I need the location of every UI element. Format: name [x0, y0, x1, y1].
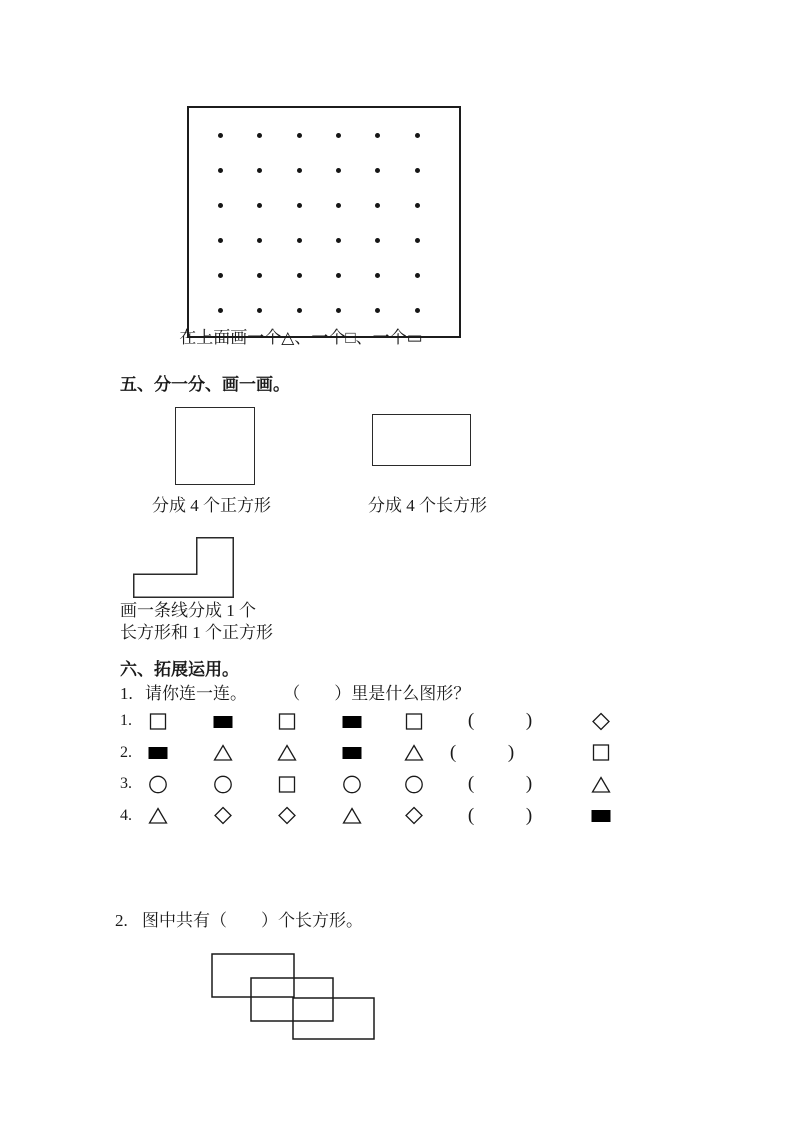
triangle-icon: [277, 743, 297, 763]
match-rows: [120, 705, 640, 835]
match-row: [120, 711, 640, 733]
diamond-icon: [404, 806, 424, 826]
row-number: 1.: [120, 712, 132, 729]
diamond-icon: [277, 806, 297, 826]
triangle-icon: [404, 743, 424, 763]
l-shape-figure: [133, 537, 235, 599]
overlap-rectangle: [212, 954, 294, 997]
q1-number: 1.: [120, 684, 133, 703]
grid-dot: [297, 203, 302, 208]
circle-icon: [404, 774, 424, 794]
grid-dot: [218, 133, 223, 138]
rectangle-task-box: [372, 414, 471, 466]
section5-heading: 五、分一分、画一画。: [120, 375, 290, 394]
square-icon: [148, 711, 168, 731]
answer-paren-close: ): [525, 773, 533, 794]
q1-question: （ ）里是什么图形？: [283, 684, 471, 703]
grid-dot: [375, 308, 380, 313]
grid-dot: [257, 238, 262, 243]
answer-paren-close: ): [525, 710, 533, 731]
grid-dot: [257, 308, 262, 313]
overlap-rectangle: [251, 978, 333, 1021]
grid-dot: [336, 168, 341, 173]
triangle-icon: [342, 806, 362, 826]
circle-icon: [342, 774, 362, 794]
filled-rect-icon: [213, 711, 233, 731]
triangle-icon: [213, 743, 233, 763]
filled-rect-icon: [148, 743, 168, 763]
grid-dot: [336, 133, 341, 138]
grid-dot: [297, 273, 302, 278]
grid-dot: [336, 308, 341, 313]
grid-dot: [336, 238, 341, 243]
section6-heading: 六、拓展运用。: [120, 660, 239, 679]
square-task-label: 分成 4 个正方形: [152, 496, 271, 515]
grid-dot: [415, 133, 420, 138]
filled-rect-icon: [342, 743, 362, 763]
grid-dot: [297, 168, 302, 173]
grid-dot: [297, 308, 302, 313]
q1-prompt: 请你连一连。: [145, 684, 247, 703]
q1-prompt-line: [120, 683, 470, 705]
answer-paren-open: (: [467, 804, 475, 826]
triangle-icon: [148, 806, 168, 826]
grid-dot: [415, 168, 420, 173]
l-shape-label-line2: 长方形和 1 个正方形: [120, 623, 273, 642]
grid-dot: [375, 273, 380, 278]
match-row: [120, 743, 640, 765]
l-shape-outline: [134, 538, 234, 598]
q2-line: [115, 910, 363, 932]
circle-icon: [148, 774, 168, 794]
l-shape-label-line1: 画一条线分成 1 个: [120, 601, 256, 620]
match-row: [120, 806, 640, 828]
grid-dot: [218, 238, 223, 243]
row-number: 2.: [120, 743, 132, 761]
square-icon: [404, 711, 424, 731]
grid-dot: [218, 168, 223, 173]
answer-paren-close: ): [525, 804, 533, 826]
grid-dot: [257, 168, 262, 173]
overlap-figure: [211, 953, 376, 1041]
grid-dot: [257, 273, 262, 278]
circle-icon: [213, 774, 233, 794]
square-task-box: [175, 407, 255, 485]
grid-dot: [336, 273, 341, 278]
answer-paren-close: ): [507, 741, 515, 763]
grid-dot: [375, 133, 380, 138]
grid-dot: [297, 238, 302, 243]
triangle-icon: [591, 774, 611, 794]
grid-dot: [218, 203, 223, 208]
grid-dot: [375, 238, 380, 243]
row-number: 3.: [120, 775, 132, 792]
diamond-icon: [591, 711, 611, 731]
answer-paren-open: (: [467, 773, 475, 794]
grid-dot: [257, 133, 262, 138]
match-row: [120, 774, 640, 796]
grid-dot: [415, 273, 420, 278]
q2-text: 图中共有（ ）个长方形。: [142, 911, 363, 930]
answer-paren-open: (: [467, 710, 475, 731]
grid-dot: [297, 133, 302, 138]
grid-dot: [218, 273, 223, 278]
grid-dot: [218, 308, 223, 313]
grid-dot: [336, 203, 341, 208]
square-icon: [277, 774, 297, 794]
square-icon: [277, 711, 297, 731]
rectangle-task-label: 分成 4 个长方形: [368, 496, 487, 515]
grid-dot: [375, 203, 380, 208]
q2-number: 2.: [115, 911, 128, 930]
answer-paren-open: (: [449, 741, 457, 763]
dot-grid: [187, 106, 461, 338]
dot-grid-caption: 在上面画一个△、一个□、一个▭: [179, 328, 423, 347]
grid-dot: [415, 308, 420, 313]
diamond-icon: [213, 806, 233, 826]
grid-dot: [415, 238, 420, 243]
filled-rect-icon: [342, 711, 362, 731]
grid-dot: [257, 203, 262, 208]
square-icon: [591, 743, 611, 763]
row-number: 4.: [120, 806, 132, 824]
filled-rect-icon: [591, 806, 611, 826]
grid-dot: [415, 203, 420, 208]
grid-dot: [375, 168, 380, 173]
